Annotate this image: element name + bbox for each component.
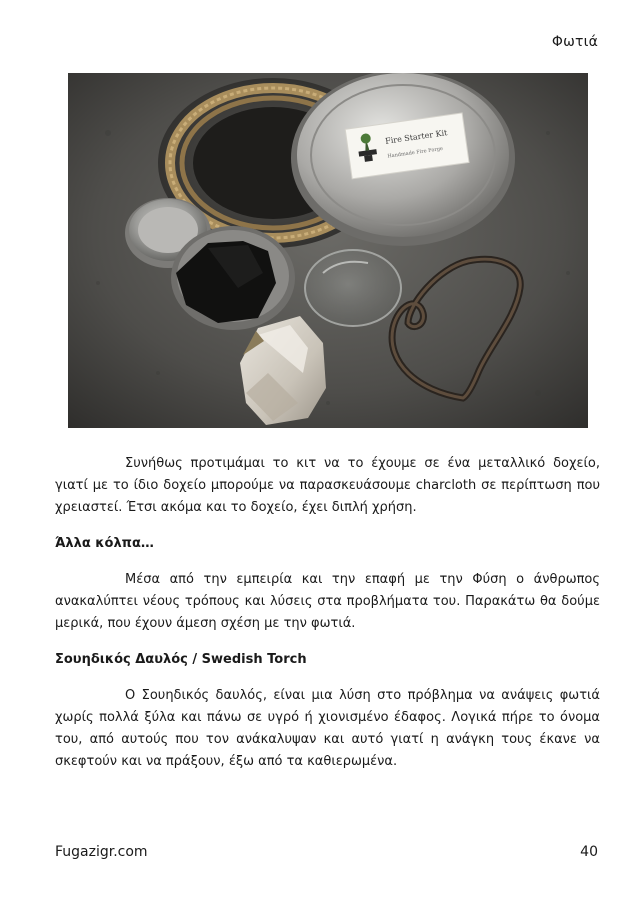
fire-starter-kit-photo <box>68 73 588 428</box>
kit-label-subtitle: Handmade Fire Forge <box>387 145 444 160</box>
paragraph: Συνήθως προτιμάμαι το κιτ να το έχουμε σε ένα μεταλλικό δοχείο, γιατί με το ίδιο δοχείο μπορούμε να παρασκευάσουμε charcloth σε περίπτωση που χρειαστεί. Έτσι ακόμα και το δοχείο, έχει διπλή χρήση. <box>55 456 600 515</box>
tin-lid <box>291 73 515 246</box>
page-number: 40 <box>580 844 598 860</box>
charcloth-tin <box>171 226 295 330</box>
section-heading: Άλλα κόλπα… <box>55 536 154 551</box>
chapter-title: Φωτιά <box>551 34 598 50</box>
footer-site: Fugazigr.com <box>55 844 148 860</box>
section-heading: Σουηδικός Δαυλός / Swedish Torch <box>55 652 307 667</box>
kit-label-title: Fire Starter Kit <box>384 128 448 146</box>
page-body <box>55 453 600 773</box>
paragraph: Ο Σουηδικός δαυλός, είναι μια λύση στο πρόβλημα να ανάψεις φωτιά χωρίς πολλά ξύλα και πάνω σε υγρό ή χιονισμένο έδαφος. Λογικά πήρε το όνομα του, από αυτούς που τον ανάκαλυψαν και αυτό γιατί η ανάγκη τους έκανε να σκεφτούν και να πράξουν, έξω από τα καθιερωμένα. <box>55 688 600 769</box>
paragraph: Μέσα από την εμπειρία και την επαφή με την Φύση ο άνθρωπος ανακαλύπτει νέους τρόπους και λύσεις στα προβλήματα του. Παρακάτω θα δούμε μερικά, που έχουν άμεση σχέση με την φωτιά. <box>55 572 600 631</box>
magnifying-lens <box>305 250 401 326</box>
